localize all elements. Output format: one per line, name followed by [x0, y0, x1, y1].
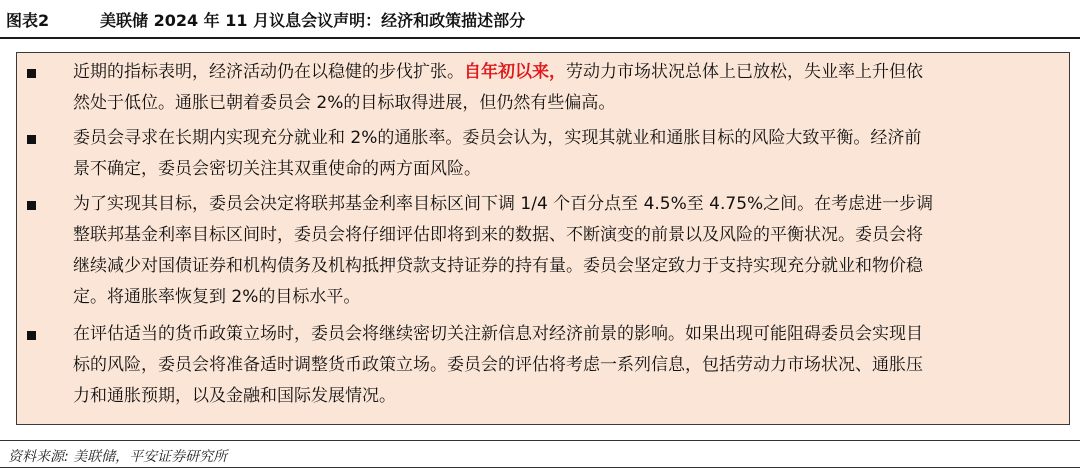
square-bullet-icon: [27, 331, 36, 340]
item-line: [73, 57, 1063, 88]
item-line: 标的风险，委员会将准备适时调整货币政策立场。委员会的评估将考虑一系列信息，包括劳动力市场状况、通胀压: [73, 355, 923, 375]
item-line: 为了实现其目标，委员会决定将联邦基金利率目标区间下调 1/4 个百分点至 4.5%至 4.75%之间。在考虑进一步调: [73, 194, 934, 214]
item-line: 然处于低位。通胀已朝着委员会 2%的目标取得进展，但仍然有些偏高。: [73, 93, 616, 113]
item-line: 继续减少对国债证券和机构债务及机构抵押贷款支持证券的持有量。委员会坚定致力于支持实现充分就业和物价稳: [73, 256, 923, 276]
item-line: 景不确定，委员会密切关注其双重使命的两方面风险。: [73, 159, 481, 179]
item-line: 委员会寻求在长期内实现充分就业和 2%的通胀率。委员会认为，实现其就业和通胀目标的风险大致平衡。经济前: [73, 128, 922, 148]
item-line: 整联邦基金利率目标区间时，委员会将仔细评估即将到来的数据、不断演变的前景以及风险的平衡状况。委员会将: [73, 225, 923, 245]
item-text: 劳动力市场状况总体上已放松，失业率上升但依: [566, 62, 923, 82]
statement-panel: [16, 52, 1070, 425]
square-bullet-icon: [27, 201, 36, 210]
item-text: 近期的指标表明，经济活动仍在以稳健的步伐扩张。: [73, 62, 464, 82]
item-line: 定。将通胀率恢复到 2%的目标水平。: [73, 287, 361, 307]
highlight-text: 自年初以来，: [464, 62, 566, 82]
header-rule: [0, 37, 1080, 39]
square-bullet-icon: [27, 135, 36, 144]
square-bullet-icon: [27, 69, 36, 78]
figure-title: 美联储 2024 年 11 月议息会议声明：经济和政策描述部分: [100, 11, 526, 30]
source-note: 资料来源: 美联储，平安证券研究所: [8, 449, 228, 465]
figure-header: [0, 0, 1080, 36]
item-line: 在评估适当的货币政策立场时，委员会将继续密切关注新信息对经济前景的影响。如果出现可能阻碍委员会实现目: [73, 324, 923, 344]
item-line: 力和通胀预期，以及金融和国际发展情况。: [73, 386, 396, 406]
end-rule: [0, 467, 1080, 468]
footer-rule: [0, 440, 1080, 441]
figure-label: 图表2: [6, 11, 50, 30]
